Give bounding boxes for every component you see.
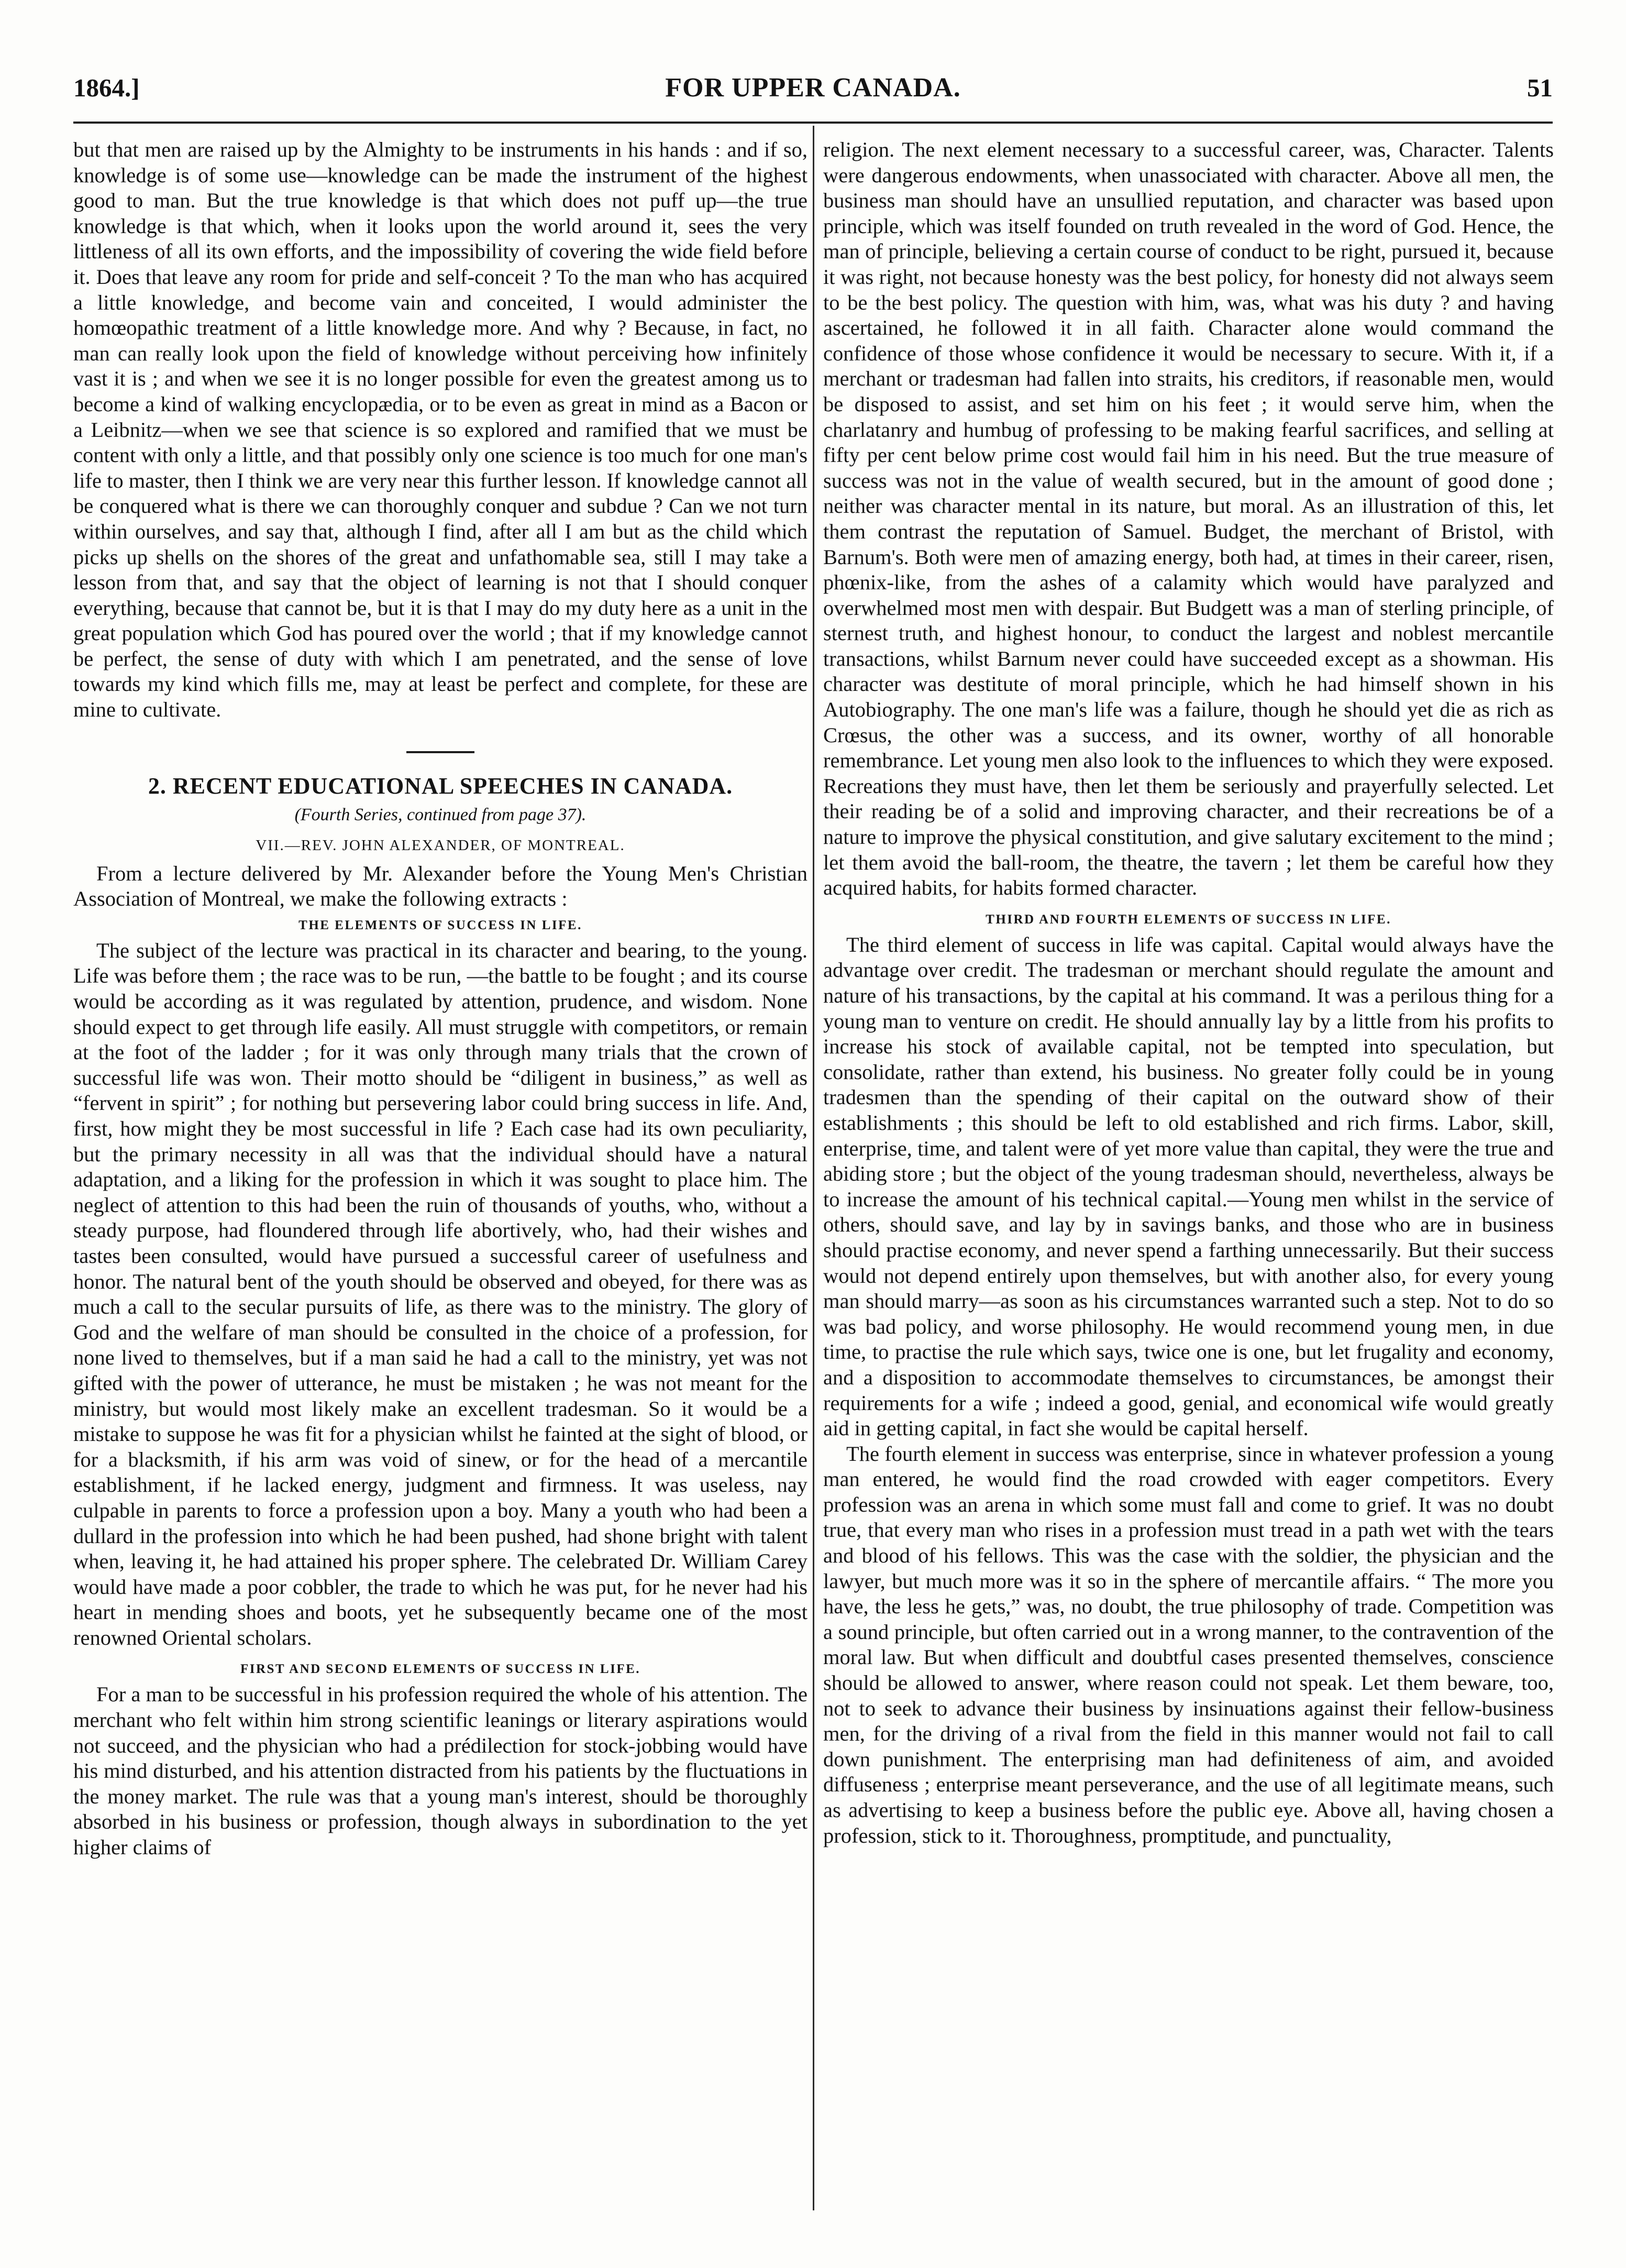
running-header	[73, 72, 1553, 109]
intro-paragraph: From a lecture delivered by Mr. Alexander before the Young Men's Christian Association of Montreal, we make the following extracts :	[73, 861, 808, 911]
header-year: 1864.]	[73, 73, 140, 102]
continuation-paragraph: religion. The next element necessary to a successful career, was, Character. Talents were dangerous endowments, when unassociated with character. Above all men, the business man should have an unsullied reputation, and character was based upon principle, which was itself founded on truth revealed in the word of God. Hence, the man of principle, believing a certain course of conduct to be right, pursued it, because it was right, not because honesty was the best policy, for honesty did not always seem to be the best policy. The question with him, was, what was his duty ? and having ascertained, he followed it in all faith. Character alone would command the confidence of those whose confidence it would be necessary to secure. With it, if a merchant or tradesman had fallen into straits, his creditors, if reasonable men, would be disposed to assist, and set him on his feet ; it would serve him, when the charlatanry and humbug of professing to be making fearful sacrifices, and selling at fifty per cent below prime cost would fail him in his need. But the true measure of success was not in the value of wealth secured, but in the amount of good done ; neither was character mental in its nature, but moral. As an illustration of this, let them contrast the reputation of Samuel. Budget, the merchant of Bristol, with Barnum's. Both were men of amazing energy, both had, at times in their career, risen, phœnix-like, from the ashes of a calamity which would have paralyzed and overwhelmed most men with despair. But Budgett was a man of sterling principle, of sternest truth, and highest honour, to conduct the largest and noblest mercantile transactions, whilst Barnum never could have succeeded except as a showman. His character was destitute of moral principle, which he had himself shown in his Autobiography. The one man's life was a failure, though he should yet die as rich as Crœsus, the other was a success, and its owner, worthy of all honorable remembrance. Let young men also look to the influences to which they were exposed. Recreations they must have, then let them be seriously and prayerfully selected. Let their reading be of a solid and improving character, and their recreations be of a nature to improve the physical constitution, and give salutary excitement to the mind ; let them avoid the ball-room, the theatre, the tavern ; let them be careful how they acquired habits, for habits formed character.	[823, 138, 1554, 900]
opening-paragraph: but that men are raised up by the Almighty to be instruments in his hands : and if so, knowledge is of some use—knowledge can be made the instrument of the highest good to man. But the true knowledge is that which does not puff up—the true knowledge is that which, when it looks upon the world around it, sees the very littleness of all its own efforts, and the impossibility of covering the wide field before it. Does that leave any room for pride and self-conceit ? To the man who has acquired a little knowledge, and become vain and conceited, I would administer the homœopathic treatment of a little knowledge more. And why ? Because, in fact, no man can really look upon the field of knowledge without perceiving how infinitely vast it is ; and when we see it is no longer possible for even the greatest among us to become a kind of walking encyclopædia, or to be even as great in mind as a Bacon or a Leibnitz—when we see that science is so explored and ramified that we must be content with only a little, and that possibly only one science is too much for one man's life to master, then I think we are very near this further lesson. If knowledge cannot all be conquered what is there we can thoroughly conquer and subdue ? Can we not turn within ourselves, and say that, although I find, after all I am but as the child which picks up shells on the shores of the great and unfathomable sea, still I may take a lesson from that, and say that the object of learning is not that I should conquer everything, because that cannot be, but it is that I may do my duty here as a unit in the great population which God has poured over the world ; that if my knowledge cannot be perfect, the sense of duty with which I am penetrated, and the sense of love towards my kind which fills me, may at least be perfect and complete, for these are mine to cultivate.	[73, 138, 808, 722]
header-title: FOR UPPER CANADA.	[665, 73, 961, 103]
section-separator	[406, 751, 474, 753]
lecture-paragraph-4: The fourth element in success was enterprise, since in whatever profession a young man entered, he would find the road crowded with eager competitors. Every profession was an arena in which some must fall and come to grief. It was no doubt true, that every man who rises in a profession must tread in a path wet with the tears and blood of his fellows. This was the case with the soldier, the physician and the lawyer, but much more was it so in the sphere of mercantile affairs. “ The more you have, the less he gets,” was, no doubt, the true philosophy of trade. Competition was a sound principle, but often carried out in a wrong manner, to the contravention of the moral law. But when difficult and doubtful cases presented themselves, conscience should be allowed to answer, where reason could not speak. Let them beware, too, not to seek to advance their business by insinuations against their fellow-business men, for the driving of a rival from the field in this manner would not fail to call down punishment. The enterprising man had definiteness of aim, and avoided diffuseness ; enterprise meant perseverance, and the use of all legitimate means, such as advertising to keep a business before the public eye. Above all, having chosen a profession, stick to it. Thoroughness, promptitude, and punctuality,	[823, 1441, 1554, 1847]
page-number: 51	[1527, 73, 1553, 102]
lecture-paragraph-3: The third element of success in life was capital. Capital would always have the advantage over credit. The tradesman or merchant should regulate the amount and nature of his transactions, by the capital at his command. It was a perilous thing for a young man to venture on credit. He should annually lay by a little from his profits to increase his stock of available capital, not be tempted into speculation, but consolidate, rather than extend, his business. No greater folly could be in young tradesmen than the spending of their capital on the outward show of their establishments ; this should be left to old established and rich firms. Labor, skill, enterprise, time, and talent were of yet more value than capital, they were the true and abiding store ; but the object of the young tradesman should, nevertheless, always be to increase the amount of his technical capital.—Young men whilst in the service of others, should save, and lay by in savings banks, and those who are in business should practise economy, and never spend a farthing unnecessarily. But their success would not depend entirely upon themselves, but with another also, for every young man should marry—as soon as his circumstances warranted such a step. Not to do so was bad policy, and worse philosophy. He would recommend young men, in due time, to practise the rule which says, twice one is one, but let frugality and economy, and a disposition to accommodate themselves to circumstances, be amongst their requirements for a wife ; indeed a good, genial, and economical wife would greatly aid in getting capital, in fact she would be capital herself.	[823, 932, 1554, 1440]
right-column	[823, 137, 1554, 1848]
column-divider	[813, 126, 814, 2210]
subhead-first-second-elements: FIRST AND SECOND ELEMENTS OF SUCCESS IN LIFE.	[240, 1662, 641, 1677]
subhead-third-fourth-elements: THIRD AND FOURTH ELEMENTS OF SUCCESS IN LIFE.	[986, 912, 1391, 927]
header-rule	[73, 122, 1553, 124]
subhead-elements-of-success: THE ELEMENTS OF SUCCESS IN LIFE.	[298, 918, 582, 932]
section-title: 2. RECENT EDUCATIONAL SPEECHES IN CANADA.	[148, 773, 733, 799]
left-column	[73, 137, 808, 1860]
series-note: (Fourth Series, continued from page 37).	[294, 805, 587, 824]
lecture-paragraph-2: For a man to be successful in his profession required the whole of his attention. The merchant who felt within him strong scientific leanings or literary aspirations would not succeed, and the physician who had a prédilection for stock-jobbing would have his mind disturbed, and his attention distracted from his patients by the fluctuations in the money market. The rule was that a young man's interest, should be thoroughly absorbed in his business or profession, though always in subordination to the yet higher claims of	[73, 1682, 808, 1859]
lecture-paragraph-1: The subject of the lecture was practical in its character and bearing, to the young. Life was before them ; the race was to be run, —the battle to be fought ; and its course would be according as it was regulated by attention, prudence, and wisdom. None should expect to get through life easily. All must struggle with competitors, or remain at the foot of the ladder ; for it was only through many trials that the crown of successful life was won. Their motto should be “diligent in business,” as well as “fervent in spirit” ; for nothing but persevering labor could bring success in life. And, first, how might they be most successful in life ? Each case had its own peculiarity, but the primary necessity in all was that the individual should have a natural adaptation, and a liking for the profession in which it was sought to place him. The neglect of attention to this had been the ruin of thousands of youths, who, without a steady purpose, had floundered through life abortively, who, had their wishes and tastes been consulted, would have pursued a successful career of usefulness and honor. The natural bent of the youth should be observed and obeyed, for there was as much a call to the secular pursuits of life, as there was to the ministry. The glory of God and the welfare of man should be consulted in the choice of a profession, for none lived to themselves, but if a man said he had a call to the ministry, yet was not gifted with the power of utterance, he must be mistaken ; he was not meant for the ministry, but would most likely make an excellent tradesman. So it would be a mistake to suppose he was fit for a physician whilst he fainted at the sight of blood, or for a blacksmith, if his arm was void of sinew, or for the head of a mercantile establishment, if he lacked energy, judgment and firmness. It was useless, nay culpable in parents to force a profession upon a boy. Many a youth who had been a dullard in the profession into which he had been pushed, had shone bright with talent when, leaving it, he had attained his proper sphere. The celebrated Dr. William Carey would have made a poor cobbler, the trade to which he was put, for he never had his heart in mending shoes and boots, yet he subsequently became one of the most renowned Oriental scholars.	[73, 938, 808, 1649]
speaker-heading: VII.—REV. JOHN ALEXANDER, OF MONTREAL.	[256, 836, 625, 854]
